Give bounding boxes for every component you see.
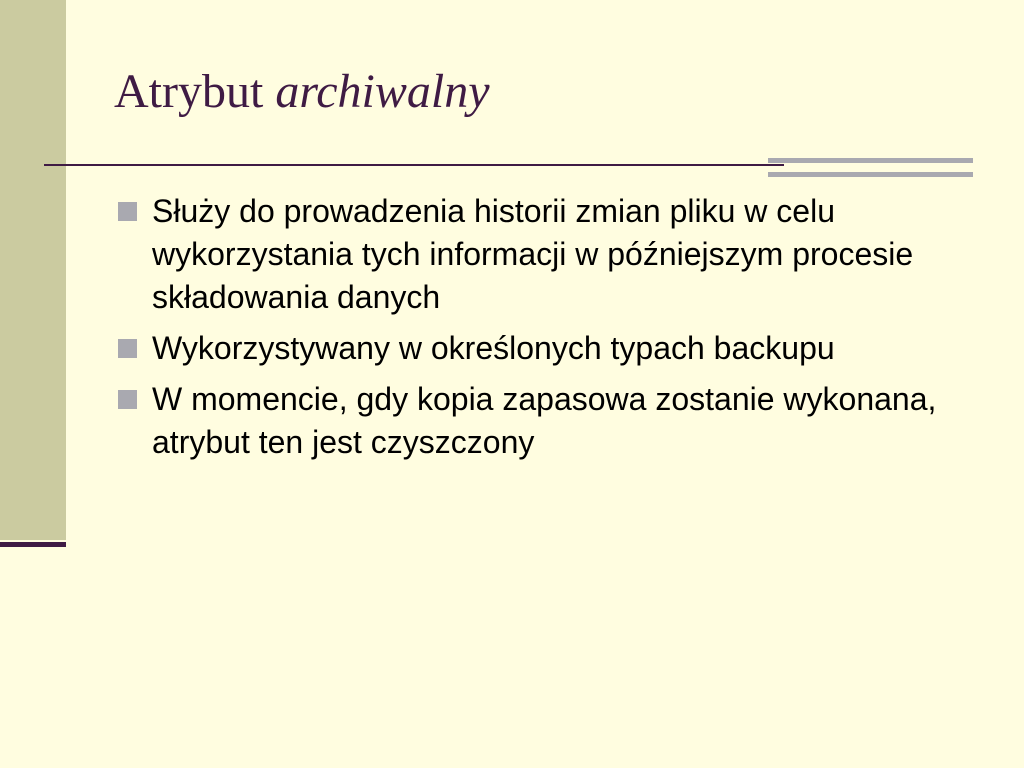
- bullet-text: W momencie, gdy kopia zapasowa zostanie wykonana, atrybut ten jest czyszczony: [152, 381, 937, 460]
- bullet-list: [110, 190, 950, 472]
- slide-title-italic: archiwalny: [275, 65, 490, 118]
- left-accent-line: [0, 542, 66, 547]
- bullet-item: [110, 378, 950, 464]
- left-decorative-bar: [0, 0, 66, 540]
- divider-accent-bar-top: [768, 158, 973, 163]
- divider-accent-bar-bottom: [768, 172, 973, 177]
- square-bullet-icon: [118, 339, 137, 358]
- bullet-item: [110, 190, 950, 319]
- bullet-item: [110, 327, 950, 370]
- slide-title-plain: Atrybut: [114, 65, 276, 118]
- title-divider-line: [44, 164, 784, 166]
- square-bullet-icon: [118, 390, 137, 409]
- square-bullet-icon: [118, 202, 137, 221]
- bullet-text: Służy do prowadzenia historii zmian pliku w celu wykorzystania tych informacji w późniejszym procesie składowania danych: [152, 193, 914, 315]
- slide-title: [114, 64, 490, 119]
- bullet-text: Wykorzystywany w określonych typach backupu: [152, 330, 835, 366]
